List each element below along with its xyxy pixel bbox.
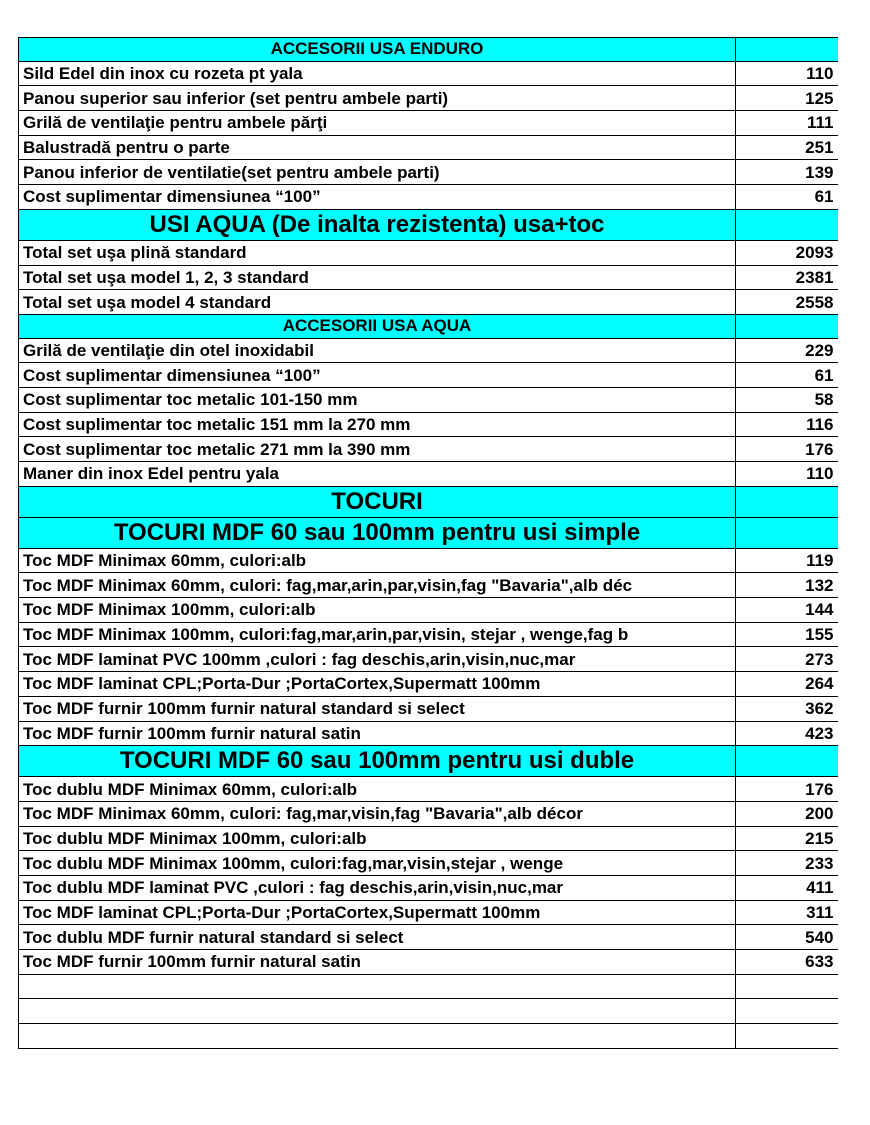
item-price: 139	[736, 160, 838, 185]
item-price: 2558	[736, 290, 838, 315]
section-header-row	[19, 746, 838, 777]
table-row	[19, 135, 838, 160]
item-price: 233	[736, 851, 838, 876]
empty-price-cell	[736, 1024, 838, 1049]
empty-label-cell	[19, 1024, 736, 1049]
table-row	[19, 900, 838, 925]
item-label: Cost suplimentar toc metalic 151 mm la 270 mm	[19, 412, 736, 437]
item-label: Toc MDF Minimax 60mm, culori: fag,mar,arin,par,visin,fag "Bavaria",alb déc	[19, 573, 736, 598]
table-row	[19, 86, 838, 111]
item-price: 2381	[736, 265, 838, 290]
empty-price-cell	[736, 999, 838, 1024]
table-row	[19, 925, 838, 950]
table-row	[19, 185, 838, 210]
table-row	[19, 721, 838, 746]
table-row	[19, 462, 838, 487]
table-row	[19, 387, 838, 412]
item-label: Total set uşa plină standard	[19, 240, 736, 265]
table-row	[19, 111, 838, 136]
section-title: USI AQUA (De inalta rezistenta) usa+toc	[19, 209, 736, 240]
item-price: 273	[736, 647, 838, 672]
item-label: Grilă de ventilaţie pentru ambele părţi	[19, 111, 736, 136]
section-title: ACCESORII USA AQUA	[19, 314, 736, 338]
table-row	[19, 851, 838, 876]
table-row	[19, 777, 838, 802]
item-label: Balustradă pentru o parte	[19, 135, 736, 160]
section-title: TOCURI	[19, 486, 736, 517]
item-label: Toc MDF laminat PVC 100mm ,culori : fag deschis,arin,visin,nuc,mar	[19, 647, 736, 672]
item-price: 176	[736, 777, 838, 802]
item-price: 119	[736, 548, 838, 573]
table-row	[19, 950, 838, 975]
item-label: Toc MDF Minimax 60mm, culori: fag,mar,visin,fag "Bavaria",alb décor	[19, 801, 736, 826]
table-row	[19, 548, 838, 573]
item-label: Cost suplimentar toc metalic 101-150 mm	[19, 387, 736, 412]
item-price: 229	[736, 338, 838, 363]
item-label: Panou inferior de ventilatie(set pentru ambele parti)	[19, 160, 736, 185]
item-label: Panou superior sau inferior (set pentru ambele parti)	[19, 86, 736, 111]
item-label: Toc MDF laminat CPL;Porta-Dur ;PortaCortex,Supermatt 100mm	[19, 672, 736, 697]
empty-price-cell	[736, 974, 838, 999]
section-header-row	[19, 209, 838, 240]
item-label: Toc dublu MDF laminat PVC ,culori : fag deschis,arin,visin,nuc,mar	[19, 875, 736, 900]
item-label: Toc dublu MDF Minimax 100mm, culori:fag,mar,visin,stejar , wenge	[19, 851, 736, 876]
item-label: Sild Edel din inox cu rozeta pt yala	[19, 61, 736, 86]
item-price: 215	[736, 826, 838, 851]
item-label: Maner din inox Edel pentru yala	[19, 462, 736, 487]
item-label: Toc MDF furnir 100mm furnir natural satin	[19, 950, 736, 975]
section-header-price-cell	[736, 517, 838, 548]
table-row	[19, 363, 838, 388]
price-list-body	[19, 38, 838, 1049]
table-row	[19, 338, 838, 363]
item-price: 58	[736, 387, 838, 412]
item-price: 144	[736, 598, 838, 623]
item-price: 200	[736, 801, 838, 826]
section-header-price-cell	[736, 314, 838, 338]
item-label: Toc MDF Minimax 100mm, culori:fag,mar,arin,par,visin, stejar , wenge,fag b	[19, 622, 736, 647]
section-header-row	[19, 486, 838, 517]
section-header-price-cell	[736, 746, 838, 777]
item-price: 423	[736, 721, 838, 746]
item-price: 125	[736, 86, 838, 111]
price-list-table	[18, 37, 838, 1049]
item-price: 2093	[736, 240, 838, 265]
table-row	[19, 647, 838, 672]
table-row	[19, 290, 838, 315]
table-row	[19, 696, 838, 721]
table-row	[19, 265, 838, 290]
section-header-price-cell	[736, 486, 838, 517]
item-label: Grilă de ventilaţie din otel inoxidabil	[19, 338, 736, 363]
table-row	[19, 598, 838, 623]
table-row	[19, 61, 838, 86]
item-price: 111	[736, 111, 838, 136]
item-price: 110	[736, 61, 838, 86]
item-price: 110	[736, 462, 838, 487]
table-row	[19, 573, 838, 598]
table-row	[19, 801, 838, 826]
item-label: Toc MDF furnir 100mm furnir natural satin	[19, 721, 736, 746]
section-header-row	[19, 314, 838, 338]
item-label: Cost suplimentar dimensiunea “100”	[19, 185, 736, 210]
section-header-row	[19, 517, 838, 548]
item-price: 116	[736, 412, 838, 437]
item-price: 251	[736, 135, 838, 160]
section-header-row	[19, 38, 838, 62]
item-label: Toc MDF furnir 100mm furnir natural standard si select	[19, 696, 736, 721]
table-row	[19, 672, 838, 697]
item-price: 264	[736, 672, 838, 697]
item-price: 311	[736, 900, 838, 925]
section-title: ACCESORII USA ENDURO	[19, 38, 736, 62]
table-row	[19, 875, 838, 900]
item-price: 61	[736, 363, 838, 388]
item-label: Toc dublu MDF Minimax 60mm, culori:alb	[19, 777, 736, 802]
empty-label-cell	[19, 974, 736, 999]
item-label: Cost suplimentar toc metalic 271 mm la 390 mm	[19, 437, 736, 462]
empty-row	[19, 974, 838, 999]
item-label: Cost suplimentar dimensiunea “100”	[19, 363, 736, 388]
item-label: Total set uşa model 4 standard	[19, 290, 736, 315]
table-row	[19, 437, 838, 462]
section-header-price-cell	[736, 38, 838, 62]
item-price: 362	[736, 696, 838, 721]
item-price: 176	[736, 437, 838, 462]
table-row	[19, 240, 838, 265]
item-label: Toc dublu MDF furnir natural standard si select	[19, 925, 736, 950]
table-row	[19, 160, 838, 185]
item-price: 61	[736, 185, 838, 210]
empty-row	[19, 999, 838, 1024]
item-label: Toc MDF Minimax 100mm, culori:alb	[19, 598, 736, 623]
empty-row	[19, 1024, 838, 1049]
item-price: 633	[736, 950, 838, 975]
item-price: 540	[736, 925, 838, 950]
item-label: Toc dublu MDF Minimax 100mm, culori:alb	[19, 826, 736, 851]
item-price: 155	[736, 622, 838, 647]
empty-label-cell	[19, 999, 736, 1024]
section-title: TOCURI MDF 60 sau 100mm pentru usi duble	[19, 746, 736, 777]
item-label: Toc MDF Minimax 60mm, culori:alb	[19, 548, 736, 573]
item-price: 132	[736, 573, 838, 598]
section-header-price-cell	[736, 209, 838, 240]
section-title: TOCURI MDF 60 sau 100mm pentru usi simple	[19, 517, 736, 548]
table-row	[19, 622, 838, 647]
item-price: 411	[736, 875, 838, 900]
table-row	[19, 412, 838, 437]
item-label: Total set uşa model 1, 2, 3 standard	[19, 265, 736, 290]
table-row	[19, 826, 838, 851]
item-label: Toc MDF laminat CPL;Porta-Dur ;PortaCortex,Supermatt 100mm	[19, 900, 736, 925]
